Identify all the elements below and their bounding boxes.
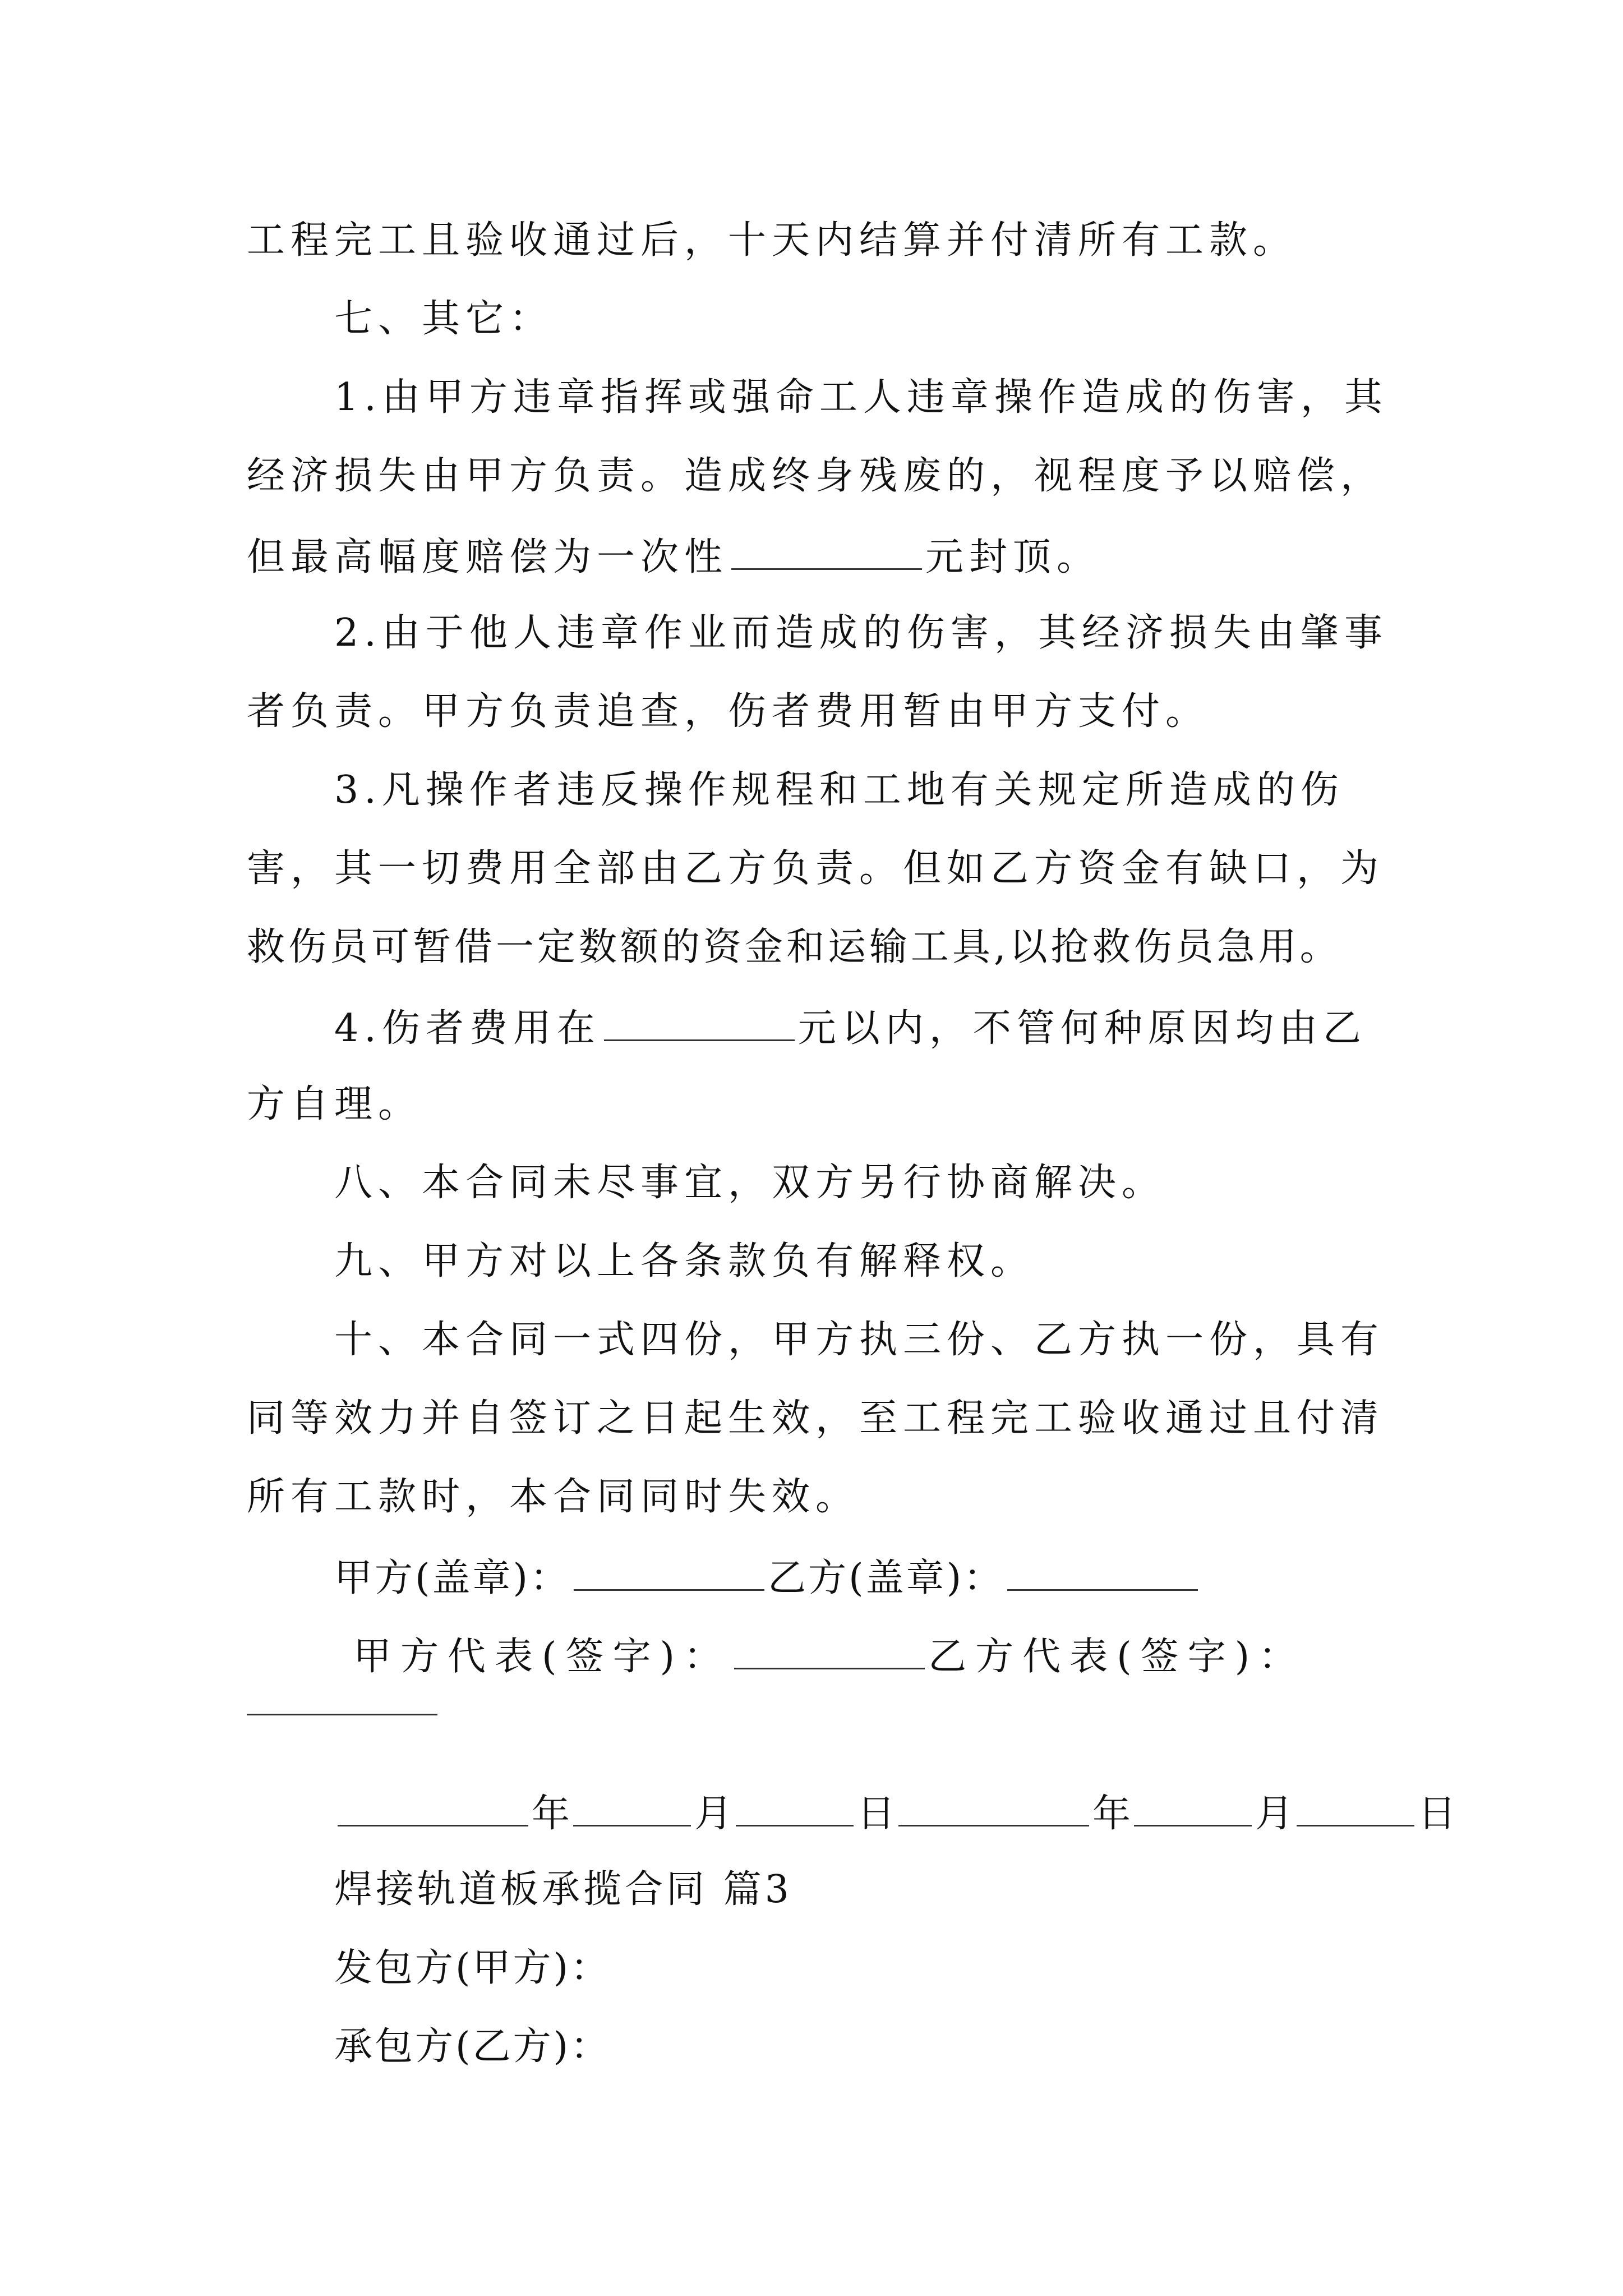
clause-4-text-a: 4.伤者费用在 bbox=[334, 1006, 601, 1051]
paragraph-line: 工程完工且验收通过后，十天内结算并付清所有工款。 bbox=[247, 218, 1297, 263]
section-ten-line-1: 十、本合同一式四份，甲方执三份、乙方执一份，具有 bbox=[334, 1318, 1385, 1362]
clause-1-line-2: 经济损失由甲方负责。造成终身残废的，视程度予以赔偿， bbox=[247, 454, 1385, 498]
clause-1-text-a: 但最高幅度赔偿为一次性 bbox=[247, 535, 728, 579]
clause-2-line-2: 者负责。甲方负责追查，伤者费用暂由甲方支付。 bbox=[247, 689, 1210, 734]
clause-1-text-b: 元封顶。 bbox=[925, 535, 1101, 579]
month-label: 月 bbox=[1255, 1792, 1294, 1836]
section-eight: 八、本合同未尽事宜，双方另行协商解决。 bbox=[334, 1161, 1166, 1205]
party-b-seal-blank[interactable] bbox=[1007, 1557, 1198, 1591]
section-ten-line-3: 所有工款时，本合同同时失效。 bbox=[247, 1475, 860, 1519]
clause-4-line-1 bbox=[334, 1006, 1367, 1051]
party-a-rep-blank[interactable] bbox=[734, 1635, 925, 1669]
clause-3-line-3: 救伤员可暂借一定数额的资金和运输工具,以抢救伤员急用。 bbox=[247, 925, 1341, 969]
amount-blank[interactable] bbox=[731, 536, 922, 570]
clause-3-line-2: 害，其一切费用全部由乙方负责。但如乙方资金有缺口，为 bbox=[247, 846, 1385, 891]
party-a-seal-label: 甲方(盖章)： bbox=[334, 1556, 571, 1600]
party-a-seal-blank[interactable] bbox=[574, 1557, 764, 1591]
party-b-rep-blank[interactable] bbox=[247, 1714, 437, 1715]
signature-line bbox=[353, 1635, 1306, 1679]
clause-1-line-1: 1.由甲方违章指挥或强命工人违章操作造成的伤害，其 bbox=[334, 375, 1388, 420]
day-label: 日 bbox=[1418, 1792, 1456, 1836]
month-label: 月 bbox=[694, 1792, 733, 1836]
year-blank[interactable] bbox=[338, 1792, 528, 1826]
year-blank[interactable] bbox=[898, 1792, 1089, 1826]
clause-4-text-b: 元以内，不管何种原因均由乙 bbox=[797, 1006, 1367, 1051]
month-blank[interactable] bbox=[1134, 1792, 1252, 1826]
party-a-rep-label: 甲方代表(签字)： bbox=[353, 1635, 731, 1679]
contract-heading: 焊接轨道板承揽合同 篇3 bbox=[334, 1867, 792, 1912]
party-b-seal-label: 乙方(盖章)： bbox=[768, 1556, 1004, 1600]
day-blank[interactable] bbox=[736, 1792, 854, 1826]
clause-2-line-1: 2.由于他人违章作业而造成的伤害，其经济损失由肇事 bbox=[334, 611, 1388, 655]
party-b-rep-label: 乙方代表(签字)： bbox=[928, 1635, 1306, 1679]
section-nine: 九、甲方对以上各条款负有解释权。 bbox=[334, 1239, 1035, 1283]
clause-4-line-2: 方自理。 bbox=[247, 1082, 422, 1126]
seal-line bbox=[334, 1557, 1201, 1598]
section-heading-other: 七、其它： bbox=[334, 297, 554, 341]
month-blank[interactable] bbox=[573, 1792, 691, 1826]
year-label: 年 bbox=[532, 1792, 570, 1836]
party-b-label: 承包方(乙方)： bbox=[334, 2024, 611, 2069]
year-label: 年 bbox=[1092, 1792, 1131, 1836]
amount-blank[interactable] bbox=[604, 1007, 795, 1041]
party-a-label: 发包方(甲方)： bbox=[334, 1946, 611, 1990]
date-line bbox=[334, 1792, 1456, 1836]
day-blank[interactable] bbox=[1297, 1792, 1414, 1826]
section-ten-line-2: 同等效力并自签订之日起生效，至工程完工验收通过且付清 bbox=[247, 1396, 1385, 1441]
clause-3-line-1: 3.凡操作者违反操作规程和工地有关规定所造成的伤 bbox=[334, 768, 1344, 812]
day-label: 日 bbox=[857, 1792, 896, 1836]
clause-1-line-3 bbox=[247, 536, 1100, 577]
